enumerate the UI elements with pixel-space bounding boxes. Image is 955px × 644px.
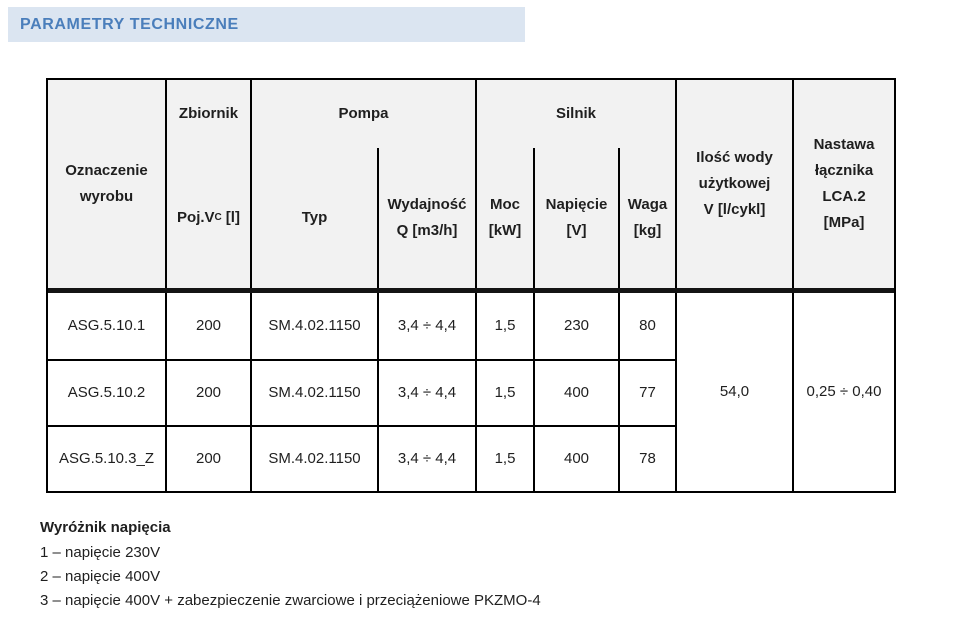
power-cell: 1,5 (475, 293, 533, 359)
capacity-prefix: Poj.V (177, 209, 215, 226)
pump-type-cell: SM.4.02.1150 (250, 359, 377, 425)
power-cell: 1,5 (475, 425, 533, 491)
header-line: wyrobu (79, 188, 134, 205)
group-label-pump: Pompa (250, 80, 475, 148)
parameters-table (46, 78, 896, 493)
header-switch-setting (792, 80, 894, 288)
header-line: łącznika (814, 162, 874, 179)
product-id-cell: ASG.5.10.3_Z (48, 425, 165, 491)
note-line: 1 – napięcie 230V (40, 544, 161, 561)
header-line: V [l/cykl] (703, 201, 766, 218)
header-line: Ilość wody (696, 149, 773, 166)
voltage-cell: 400 (533, 425, 618, 491)
header-capacity: Poj.V C [l] (167, 148, 250, 288)
notes-title: Wyróżnik napięcia (40, 519, 171, 536)
capacity-cell: 200 (165, 359, 250, 425)
table-header (48, 80, 894, 293)
header-line: Moc (490, 196, 520, 213)
header-power (475, 148, 533, 288)
header-line: Nastawa (813, 136, 875, 153)
header-line: [kW] (488, 222, 522, 239)
voltage-cell: 400 (533, 359, 618, 425)
voltage-notes (40, 516, 541, 613)
weight-cell: 80 (618, 293, 675, 359)
switch-setting-merged-cell: 0,25 ÷ 0,40 (792, 293, 894, 491)
capacity-unit: [l] (225, 209, 240, 226)
header-line: Q [m3/h] (396, 222, 458, 239)
capacity-cell: 200 (165, 425, 250, 491)
header-tank-column (165, 80, 250, 288)
header-line: [V] (566, 222, 587, 239)
header-pump-type: Typ (250, 148, 377, 288)
note-line: 3 – napięcie 400V + zabezpieczenie zwarciowe i przeciążeniowe PKZMO-4 (40, 592, 541, 609)
header-line: Wydajność (387, 196, 467, 213)
voltage-cell: 230 (533, 293, 618, 359)
product-id-cell: ASG.5.10.2 (48, 359, 165, 425)
header-flow-rate (377, 148, 475, 288)
pump-type-cell: SM.4.02.1150 (250, 425, 377, 491)
table-body (48, 293, 894, 491)
page-title (8, 7, 525, 42)
weight-cell: 78 (618, 425, 675, 491)
page-title-label: PARAMETRY TECHNICZNE (20, 16, 239, 33)
flow-rate-cell: 3,4 ÷ 4,4 (377, 425, 475, 491)
header-line: Napięcie (545, 196, 608, 213)
weight-cell: 77 (618, 359, 675, 425)
flow-rate-cell: 3,4 ÷ 4,4 (377, 293, 475, 359)
header-product-designation (48, 80, 165, 288)
product-id-cell: ASG.5.10.1 (67, 317, 146, 334)
header-line: Waga (627, 196, 668, 213)
header-line: użytkowej (698, 175, 771, 192)
capacity-cell: 200 (165, 293, 250, 359)
usable-water-merged-cell: 54,0 (675, 293, 792, 491)
note-line: 2 – napięcie 400V (40, 568, 161, 585)
group-label-motor: Silnik (475, 80, 675, 148)
header-line: Oznaczenie (65, 162, 148, 179)
group-label-tank: Zbiornik (178, 105, 239, 122)
header-line: [kg] (633, 222, 662, 239)
header-usable-water (675, 80, 792, 288)
header-voltage (533, 148, 618, 288)
flow-rate-cell: 3,4 ÷ 4,4 (377, 359, 475, 425)
pump-type-cell: SM.4.02.1150 (250, 293, 377, 359)
header-weight (618, 148, 675, 288)
header-line: [MPa] (823, 214, 865, 231)
power-cell: 1,5 (475, 359, 533, 425)
header-line: LCA.2 (822, 188, 866, 205)
